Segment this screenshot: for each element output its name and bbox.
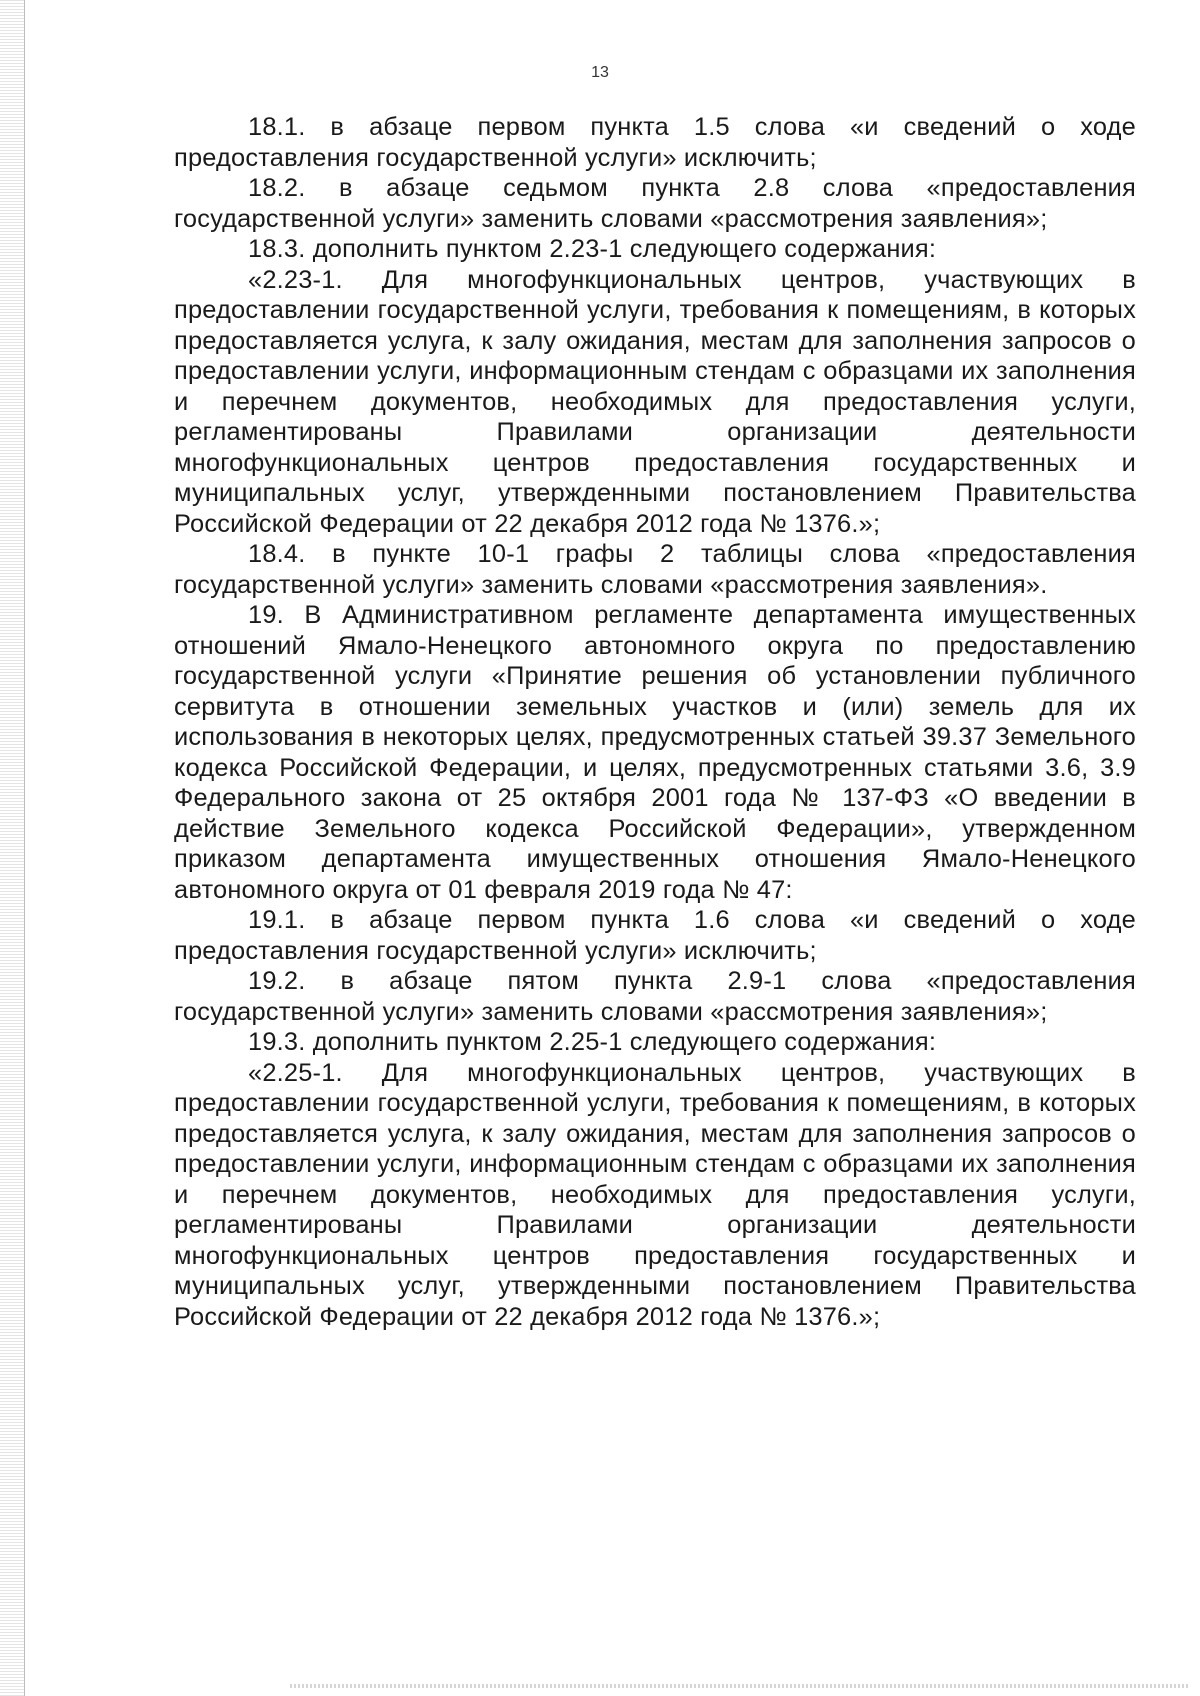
paragraph-19: 19. В Административном регламенте департамента имущественных отношений Ямало-Ненецкого автономного округа по предоставлению государственной услуги «Принятие решения об установлении публичного сервитута в отношении земельных участков и (или) земель для их использования в некоторых целях, предусмотренных статьей 39.37 Земельного кодекса Российской Федерации, и целях, предусмотренных статьями 3.6, 3.9 Федерального закона от 25 октября 2001 года № 137-ФЗ «О введении в действие Земельного кодекса Российской Федерации», утвержденном приказом департамента имущественных отношения Ямало-Ненецкого автономного округа от 01 февраля 2019 года № 47: bbox=[174, 601, 1136, 904]
paragraph-19-1: 19.1. в абзаце первом пункта 1.6 слова «и сведений о ходе предоставления государственной услуги» исключить; bbox=[174, 906, 1136, 965]
scan-bottom-edge bbox=[290, 1684, 1190, 1688]
paragraph-19-3: 19.3. дополнить пунктом 2.25-1 следующего содержания: bbox=[248, 1028, 937, 1056]
paragraph-18-4: 18.4. в пункте 10-1 графы 2 таблицы слова «предоставления государственной услуги» заменить словами «рассмотрения заявления». bbox=[174, 540, 1136, 599]
paragraph-18-1: 18.1. в абзаце первом пункта 1.5 слова «и сведений о ходе предоставления государственной услуги» исключить; bbox=[174, 113, 1136, 172]
paragraph-2-23-1-quote: «2.23-1. Для многофункциональных центров, участвующих в предоставлении государственной услуги, требования к помещениям, в которых предоставляется услуга, к залу ожидания, местам для заполнения запросов о предоставлении услуги, информационным стендам с образцами их заполнения и перечнем документов, необходимых для предоставления услуги, регламентированы Правилами организации деятельности многофункциональных центров предоставления государственных и муниципальных услуг, утвержденными постановлением Правительства Российской Федерации от 22 декабря 2012 года № 1376.»; bbox=[174, 265, 1136, 538]
paragraph-18-2: 18.2. в абзаце седьмом пункта 2.8 слова «предоставления государственной услуги» заменить словами «рассмотрения заявления»; bbox=[174, 174, 1136, 233]
page-number: 13 bbox=[591, 64, 609, 81]
paragraph-2-25-1-quote: «2.25-1. Для многофункциональных центров, участвующих в предоставлении государственной услуги, требования к помещениям, в которых предоставляется услуга, к залу ожидания, местам для заполнения запросов о предоставлении услуги, информационным стендам с образцами их заполнения и перечнем документов, необходимых для предоставления услуги, регламентированы Правилами организации деятельности многофункциональных центров предоставления государственных и муниципальных услуг, утвержденными постановлением Правительства Российской Федерации от 22 декабря 2012 года № 1376.»; bbox=[174, 1058, 1136, 1331]
paragraph-18-3: 18.3. дополнить пунктом 2.23-1 следующего содержания: bbox=[248, 235, 937, 263]
paragraph-19-2: 19.2. в абзаце пятом пункта 2.9-1 слова «предоставления государственной услуги» заменить словами «рассмотрения заявления»; bbox=[174, 967, 1136, 1026]
scan-left-edge bbox=[0, 0, 24, 1696]
scan-left-edge-line bbox=[24, 0, 25, 1696]
document-body bbox=[174, 112, 1136, 1332]
